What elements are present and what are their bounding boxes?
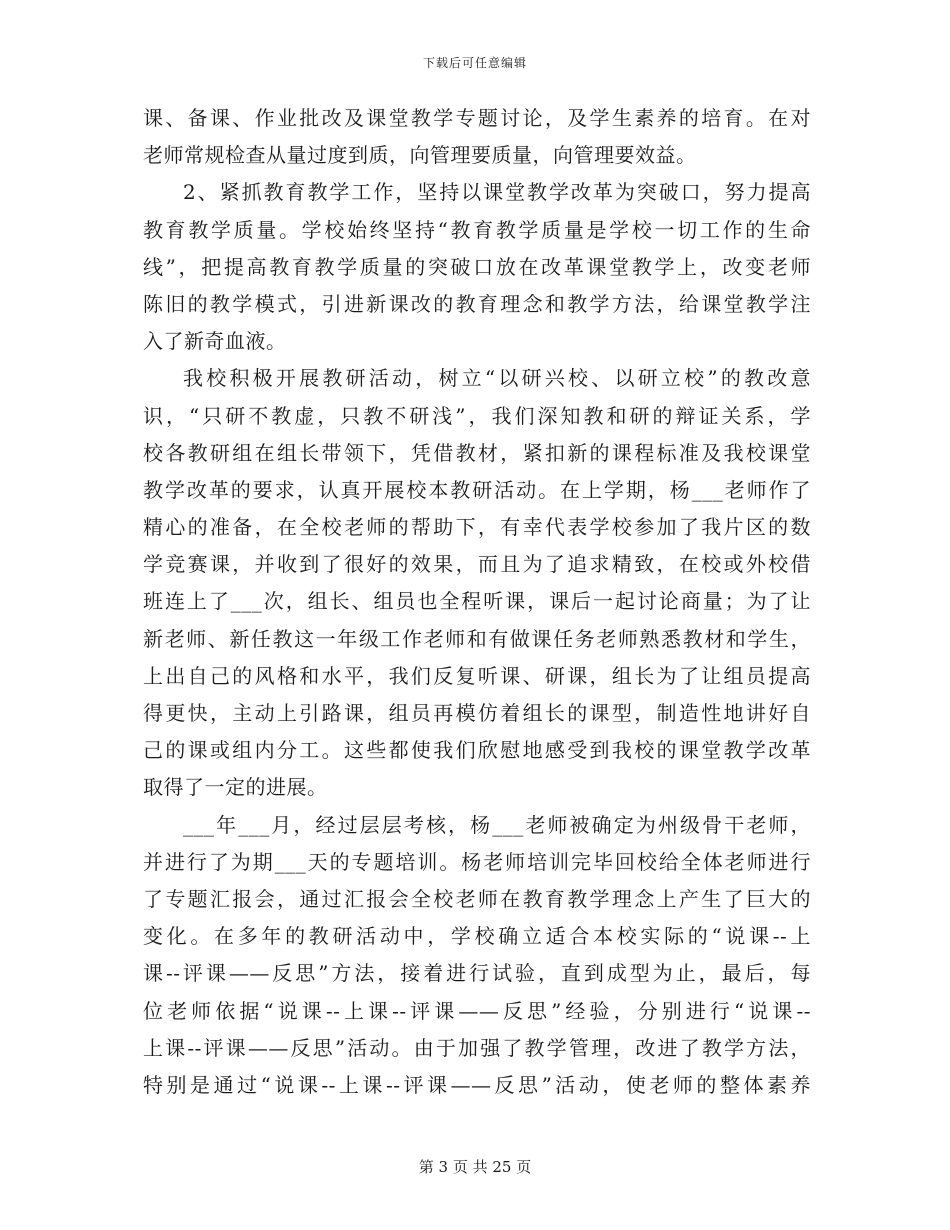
paragraph-start-line: ___年___月，经过层层考核，杨___老师被确定为州级骨干老师， [183,812,811,837]
text-line: 入了新奇血液。 [143,329,287,354]
paragraph-start-line: 2、紧抓教育教学工作，坚持以课堂教学改革为突破口，努力提高 [183,180,811,205]
text-line: 得更快，主动上引路课，组员再模仿着组长的课型，制造性地讲好自 [143,701,811,725]
text-line: 陈旧的教学模式，引进新课改的教育理念和教学方法，给课堂教学注 [143,291,811,316]
document-body [143,100,811,1104]
text-line: 特别是通过“说课--上课--评课——反思”活动，使老师的整体素养 [143,1072,811,1097]
text-line: 取得了一定的进展。 [143,775,328,800]
text-line: 教学改革的要求，认真开展校本教研活动。在上学期，杨___老师作了 [143,477,811,502]
text-line: 识，“只研不教虚，只教不研浅”，我们深知教和研的辩证关系，学 [143,403,811,428]
text-line: 位老师依据“说课--上课--评课——反思”经验，分别进行“说课-- [143,998,811,1023]
text-line: 课--评课——反思”方法，接着进行试验，直到成型为止，最后，每 [143,961,811,986]
text-line: 上出自己的风格和水平，我们反复听课、研课，组长为了让组员提高 [143,663,811,688]
text-line: 并进行了为期___天的专题培训。杨老师培训完毕回校给全体老师进行 [143,849,811,874]
text-line: 精心的准备，在全校老师的帮助下，有幸代表学校参加了我片区的数 [143,515,811,540]
text-line: 班连上了___次，组长、组员也全程听课，课后一起讨论商量；为了让 [143,589,811,614]
text-line: 变化。在多年的教研活动中，学校确立适合本校实际的“说课--上 [143,924,811,949]
text-line: 上课--评课——反思”活动。由于加强了教学管理，改进了教学方法， [143,1035,811,1060]
text-line: 学竞赛课，并收到了很好的效果，而且为了追求精致，在校或外校借 [143,552,811,577]
text-line: 己的课或组内分工。这些都使我们欣慰地感受到我校的课堂教学改革 [143,738,811,763]
text-line: 线”，把提高教育教学质量的突破口放在改革课堂教学上，改变老师 [143,254,811,279]
page-number-footer: 第 3 页 共 25 页 [418,1158,532,1176]
paragraph-start-line: 我校积极开展教研活动，树立“以研兴校、以研立校”的教改意 [183,366,811,391]
text-line: 校各教研组在组长带领下，凭借教材，紧扣新的课程标准及我校课堂 [143,440,811,465]
text-line: 了专题汇报会，通过汇报会全校老师在教育教学理念上产生了巨大的 [143,886,811,911]
page-header: 下载后可任意编辑 [422,56,527,70]
text-line: 课、备课、作业批改及课堂教学专题讨论，及学生素养的培育。在对 [143,106,811,130]
text-line: 教育教学质量。学校始终坚持“教育教学质量是学校一切工作的生命 [143,217,811,242]
text-line: 新老师、新任教这一年级工作老师和有做课任务老师熟悉教材和学生， [143,626,811,651]
text-line: 老师常规检查从量过度到质，向管理要质量，向管理要效益。 [143,143,697,168]
